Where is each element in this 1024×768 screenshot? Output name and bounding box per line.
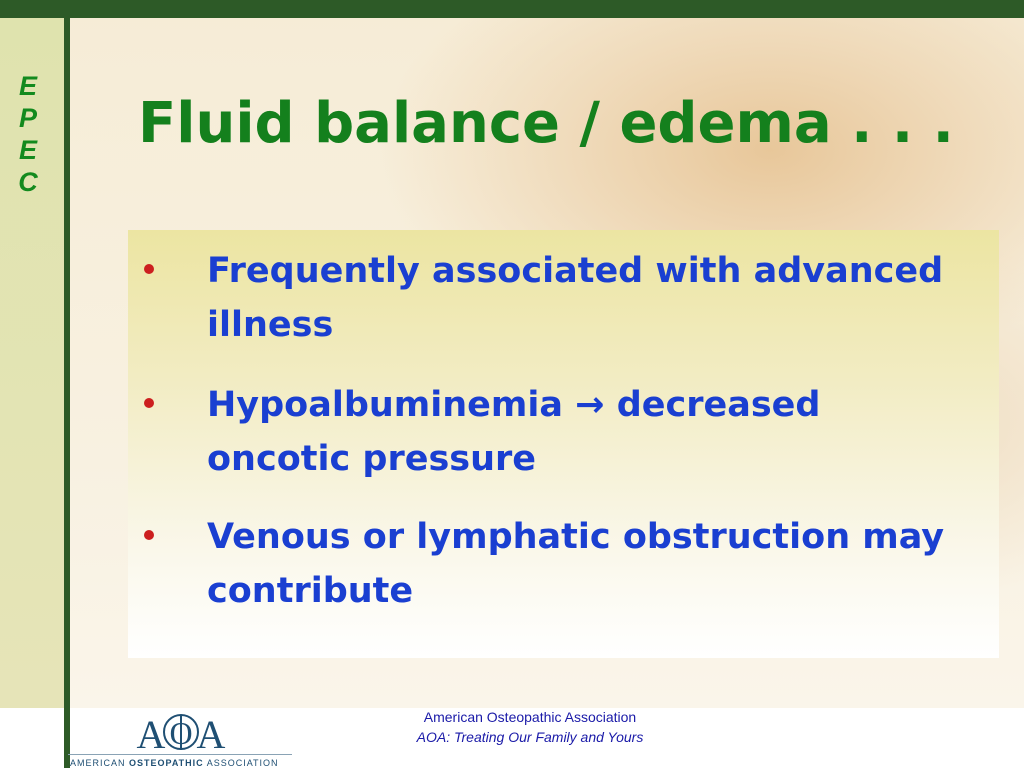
slide-title: Fluid balance / edema . . . bbox=[138, 91, 954, 156]
footer bbox=[0, 708, 1024, 768]
sidebar-divider bbox=[64, 18, 70, 708]
left-sidebar bbox=[0, 18, 64, 708]
aoa-seal-icon bbox=[133, 710, 229, 752]
top-bar bbox=[0, 0, 1024, 18]
logo-letter: A bbox=[196, 712, 226, 752]
bullet-icon bbox=[144, 398, 154, 408]
logo-letter: O bbox=[169, 715, 193, 751]
aoa-logo bbox=[68, 708, 294, 768]
bullet-icon bbox=[144, 530, 154, 540]
epec-logo bbox=[0, 70, 56, 198]
bullet-text: Frequently associated with advanced illness bbox=[207, 251, 944, 345]
bullet-icon bbox=[144, 264, 154, 274]
organization-name: American Osteopathic Association bbox=[423, 709, 637, 725]
epec-letter: E bbox=[18, 135, 37, 165]
content-box bbox=[128, 230, 999, 658]
epec-letter: E bbox=[18, 71, 37, 101]
bullet-text: Hypoalbuminemia → decreased oncotic pressure bbox=[207, 385, 821, 479]
logo-rule bbox=[68, 754, 292, 755]
epec-letter: C bbox=[18, 167, 38, 197]
logo-letter: A bbox=[136, 712, 166, 752]
bullet-text: Venous or lymphatic obstruction may contribute bbox=[207, 517, 945, 611]
epec-letter: P bbox=[18, 103, 37, 133]
logo-wordmark: AMERICAN OSTEOPATHIC ASSOCIATION bbox=[70, 758, 279, 768]
tagline: AOA: Treating Our Family and Yours bbox=[416, 729, 644, 745]
